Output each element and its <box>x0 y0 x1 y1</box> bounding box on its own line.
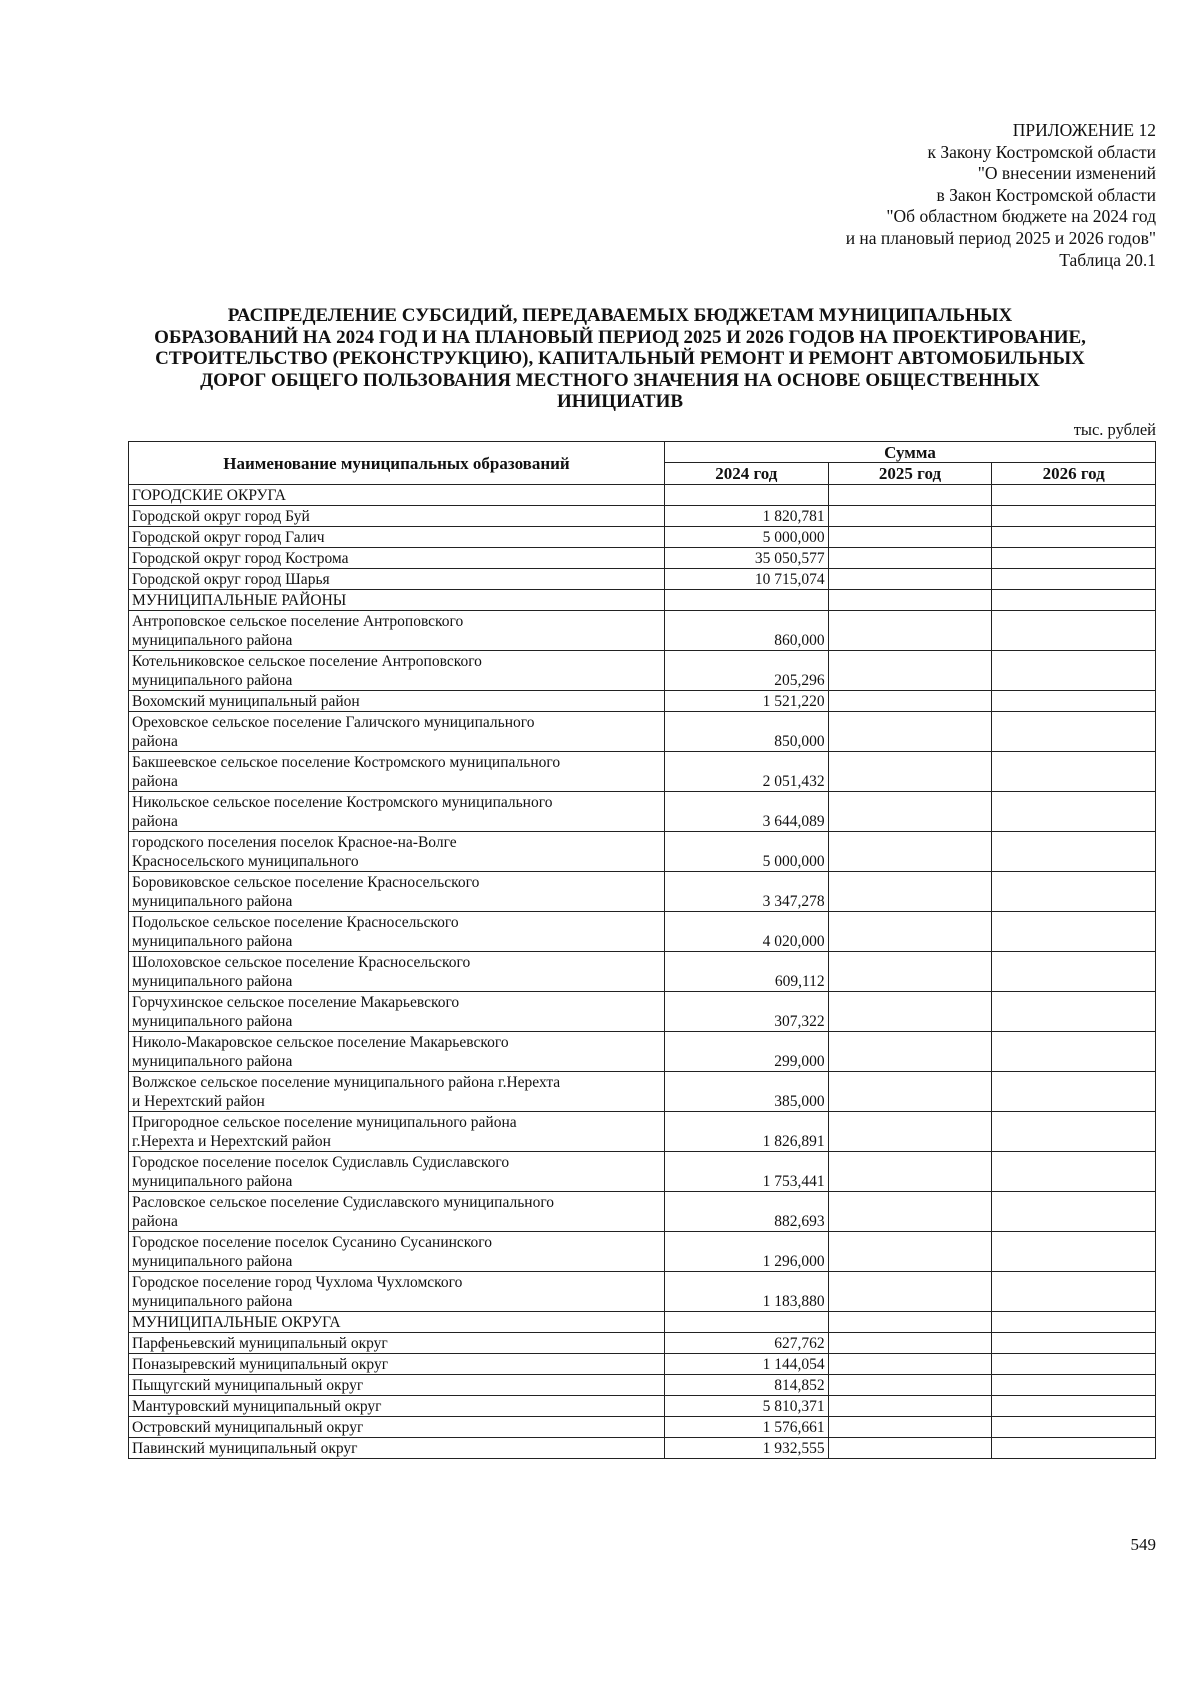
cell-2025-value <box>828 872 992 912</box>
name-line: Городское поселение поселок Судиславль Судиславского <box>132 1154 510 1171</box>
cell-municipality-name <box>129 527 665 548</box>
name-line: муниципального района <box>132 1013 293 1030</box>
cell-2025-value <box>828 527 992 548</box>
cell-municipality-name <box>129 691 665 712</box>
name-line: муниципального района <box>132 1293 293 1310</box>
cell-2025-value <box>828 611 992 651</box>
table-row <box>129 952 1156 992</box>
cell-2026-value <box>992 1312 1156 1333</box>
cell-2024-value <box>665 485 829 506</box>
name-line: Поназыревский муниципальный округ <box>132 1356 389 1373</box>
document-title <box>120 305 1120 413</box>
cell-2026-value <box>992 548 1156 569</box>
appendix-line: и на плановый период 2025 и 2026 годов" <box>845 227 1156 248</box>
cell-2026-value <box>992 506 1156 527</box>
title-line: СТРОИТЕЛЬСТВО (РЕКОНСТРУКЦИЮ), КАПИТАЛЬНЫЙ РЕМОНТ И РЕМОНТ АВТОМОБИЛЬНЫХ <box>155 348 1085 369</box>
name-line: и Нерехтский район <box>132 1093 265 1110</box>
cell-municipality-name <box>129 952 665 992</box>
name-line: Красносельского муниципального <box>132 853 359 870</box>
name-line: МУНИЦИПАЛЬНЫЕ ОКРУГА <box>132 1314 341 1331</box>
cell-2024-value: 1 144,054 <box>665 1354 829 1375</box>
title-line: ИНИЦИАТИВ <box>556 391 684 412</box>
name-line: Никольское сельское поселение Костромского муниципального <box>132 794 553 811</box>
name-line: Волжское сельское поселение муниципального района г.Нерехта <box>132 1074 561 1091</box>
cell-2024-value: 385,000 <box>665 1072 829 1112</box>
cell-2025-value <box>828 1032 992 1072</box>
appendix-header <box>556 120 1156 271</box>
name-line: ГОРОДСКИЕ ОКРУГА <box>132 487 286 504</box>
name-line: муниципального района <box>132 1253 293 1270</box>
cell-municipality-name <box>129 569 665 590</box>
cell-2024-value: 5 000,000 <box>665 832 829 872</box>
cell-2026-value <box>992 1396 1156 1417</box>
name-line: Котельниковское сельское поселение Антроповского <box>132 653 482 670</box>
cell-2024-value: 3 347,278 <box>665 872 829 912</box>
table-row <box>129 1272 1156 1312</box>
cell-2024-value: 10 715,074 <box>665 569 829 590</box>
table-row <box>129 1375 1156 1396</box>
cell-2025-value <box>828 792 992 832</box>
cell-2024-value: 35 050,577 <box>665 548 829 569</box>
table-row <box>129 1232 1156 1272</box>
cell-2025-value <box>828 1417 992 1438</box>
name-line: Пригородное сельское поселение муниципального района <box>132 1114 517 1131</box>
cell-2026-value <box>992 1192 1156 1232</box>
cell-2026-value <box>992 1032 1156 1072</box>
cell-2026-value <box>992 1438 1156 1459</box>
name-line: Городское поселение город Чухлома Чухломского <box>132 1274 463 1291</box>
cell-2024-value: 627,762 <box>665 1333 829 1354</box>
column-header-sum: Сумма <box>665 442 1156 463</box>
cell-municipality-name <box>129 611 665 651</box>
cell-2024-value: 4 020,000 <box>665 912 829 952</box>
cell-2025-value <box>828 1112 992 1152</box>
cell-2024-value: 1 820,781 <box>665 506 829 527</box>
cell-2026-value <box>992 792 1156 832</box>
cell-2025-value <box>828 712 992 752</box>
cell-2026-value <box>992 1375 1156 1396</box>
cell-2025-value <box>828 1072 992 1112</box>
cell-2026-value <box>992 569 1156 590</box>
name-line: Вохомский муниципальный район <box>132 693 360 710</box>
cell-2026-value <box>992 1272 1156 1312</box>
title-line: ОБРАЗОВАНИЙ НА 2024 ГОД И НА ПЛАНОВЫЙ ПЕРИОД 2025 И 2026 ГОДОВ НА ПРОЕКТИРОВАНИЕ, <box>154 326 1086 348</box>
cell-2024-value: 850,000 <box>665 712 829 752</box>
name-line: Городской округ город Буй <box>132 508 310 525</box>
cell-2026-value <box>992 651 1156 691</box>
name-line: муниципального района <box>132 973 293 990</box>
cell-municipality-name <box>129 752 665 792</box>
name-line: Пыщугский муниципальный округ <box>132 1377 364 1394</box>
cell-2025-value <box>828 1333 992 1354</box>
table-row <box>129 611 1156 651</box>
appendix-line: "Об областном бюджете на 2024 год <box>886 206 1156 227</box>
cell-2024-value <box>665 590 829 611</box>
cell-2024-value: 5 000,000 <box>665 527 829 548</box>
cell-2024-value: 205,296 <box>665 651 829 691</box>
cell-2025-value <box>828 1272 992 1312</box>
column-header-2024: 2024 год <box>665 463 829 485</box>
cell-2024-value: 1 826,891 <box>665 1112 829 1152</box>
cell-2025-value <box>828 485 992 506</box>
cell-municipality-name <box>129 1438 665 1459</box>
cell-2025-value <box>828 1152 992 1192</box>
cell-2024-value: 3 644,089 <box>665 792 829 832</box>
table-row <box>129 792 1156 832</box>
cell-municipality-name <box>129 1312 665 1333</box>
cell-2025-value <box>828 590 992 611</box>
name-line: муниципального района <box>132 893 293 910</box>
column-header-2026: 2026 год <box>992 463 1156 485</box>
cell-municipality-name <box>129 1152 665 1192</box>
table-row <box>129 485 1156 506</box>
cell-municipality-name <box>129 1333 665 1354</box>
name-line: Городской округ город Шарья <box>132 571 330 588</box>
cell-2024-value: 5 810,371 <box>665 1396 829 1417</box>
title-line: РАСПРЕДЕЛЕНИЕ СУБСИДИЙ, ПЕРЕДАВАЕМЫХ БЮДЖЕТАМ МУНИЦИПАЛЬНЫХ <box>227 305 1013 326</box>
cell-2026-value <box>992 1072 1156 1112</box>
cell-2024-value: 307,322 <box>665 992 829 1032</box>
table-row <box>129 590 1156 611</box>
name-line: Мантуровский муниципальный округ <box>132 1398 382 1415</box>
name-line: Шолоховское сельское поселение Красносельского <box>132 954 471 971</box>
cell-municipality-name <box>129 1396 665 1417</box>
cell-municipality-name <box>129 912 665 952</box>
cell-municipality-name <box>129 1272 665 1312</box>
page-number: 549 <box>1130 1535 1156 1554</box>
cell-2025-value <box>828 1232 992 1272</box>
name-line: района <box>132 773 178 790</box>
name-line: Бакшеевское сельское поселение Костромского муниципального <box>132 754 561 771</box>
name-line: района <box>132 1213 178 1230</box>
cell-2025-value <box>828 1375 992 1396</box>
table-row <box>129 912 1156 952</box>
cell-2024-value: 1 296,000 <box>665 1232 829 1272</box>
table-row <box>129 1312 1156 1333</box>
name-line: Городское поселение поселок Сусанино Сусанинского <box>132 1234 493 1251</box>
cell-2024-value: 860,000 <box>665 611 829 651</box>
cell-municipality-name <box>129 832 665 872</box>
name-line: Расловское сельское поселение Судиславского муниципального <box>132 1194 555 1211</box>
appendix-line: к Закону Костромской области <box>927 141 1156 162</box>
cell-2026-value <box>992 752 1156 792</box>
cell-2025-value <box>828 992 992 1032</box>
table-row <box>129 1032 1156 1072</box>
cell-2025-value <box>828 691 992 712</box>
name-line: городского поселения поселок Красное-на-Волге <box>132 834 457 851</box>
cell-municipality-name <box>129 1375 665 1396</box>
cell-2024-value: 609,112 <box>665 952 829 992</box>
cell-municipality-name <box>129 1192 665 1232</box>
cell-2026-value <box>992 590 1156 611</box>
cell-municipality-name <box>129 1072 665 1112</box>
cell-municipality-name <box>129 548 665 569</box>
table-row <box>129 527 1156 548</box>
cell-2026-value <box>992 1417 1156 1438</box>
cell-municipality-name <box>129 506 665 527</box>
name-line: района <box>132 733 178 750</box>
cell-2024-value: 1 932,555 <box>665 1438 829 1459</box>
cell-2026-value <box>992 912 1156 952</box>
cell-2026-value <box>992 1152 1156 1192</box>
table-body <box>129 485 1156 1459</box>
name-line: Городской округ город Галич <box>132 529 325 546</box>
name-line: муниципального района <box>132 632 293 649</box>
table-row <box>129 1152 1156 1192</box>
table-row <box>129 1417 1156 1438</box>
table-row <box>129 992 1156 1032</box>
cell-2025-value <box>828 1354 992 1375</box>
cell-municipality-name <box>129 1232 665 1272</box>
cell-2024-value: 1 183,880 <box>665 1272 829 1312</box>
cell-2025-value <box>828 1396 992 1417</box>
cell-2025-value <box>828 832 992 872</box>
cell-2026-value <box>992 611 1156 651</box>
cell-2024-value: 814,852 <box>665 1375 829 1396</box>
cell-2026-value <box>992 527 1156 548</box>
cell-2026-value <box>992 485 1156 506</box>
cell-2026-value <box>992 832 1156 872</box>
cell-2024-value: 1 521,220 <box>665 691 829 712</box>
name-line: Горчухинское сельское поселение Макарьевского <box>132 994 460 1011</box>
name-line: г.Нерехта и Нерехтский район <box>132 1133 331 1150</box>
table-row <box>129 1192 1156 1232</box>
table-row <box>129 752 1156 792</box>
name-line: муниципального района <box>132 1173 293 1190</box>
table-row <box>129 569 1156 590</box>
table-row <box>129 548 1156 569</box>
cell-2025-value <box>828 752 992 792</box>
name-line: Городской округ город Кострома <box>132 550 349 567</box>
cell-2025-value <box>828 548 992 569</box>
table-row <box>129 1072 1156 1112</box>
cell-2024-value: 2 051,432 <box>665 752 829 792</box>
cell-2025-value <box>828 1438 992 1459</box>
name-line: Подольское сельское поселение Красносельского <box>132 914 459 931</box>
cell-2025-value <box>828 912 992 952</box>
cell-2026-value <box>992 872 1156 912</box>
name-line: Павинский муниципальный округ <box>132 1440 358 1457</box>
cell-2024-value: 882,693 <box>665 1192 829 1232</box>
name-line: района <box>132 813 178 830</box>
cell-municipality-name <box>129 872 665 912</box>
appendix-line: ПРИЛОЖЕНИЕ 12 <box>1012 120 1156 140</box>
cell-municipality-name <box>129 590 665 611</box>
title-line: ДОРОГ ОБЩЕГО ПОЛЬЗОВАНИЯ МЕСТНОГО ЗНАЧЕНИЯ НА ОСНОВЕ ОБЩЕСТВЕННЫХ <box>200 369 1040 391</box>
name-line: МУНИЦИПАЛЬНЫЕ РАЙОНЫ <box>132 592 347 609</box>
table-row <box>129 651 1156 691</box>
cell-2025-value <box>828 952 992 992</box>
cell-2026-value <box>992 1112 1156 1152</box>
table-row <box>129 872 1156 912</box>
cell-municipality-name <box>129 1417 665 1438</box>
cell-2026-value <box>992 1232 1156 1272</box>
table-row <box>129 1438 1156 1459</box>
cell-municipality-name <box>129 992 665 1032</box>
table-row <box>129 832 1156 872</box>
cell-2026-value <box>992 691 1156 712</box>
cell-2025-value <box>828 1312 992 1333</box>
table-row <box>129 1354 1156 1375</box>
name-line: Николо-Макаровское сельское поселение Макарьевского <box>132 1034 509 1051</box>
cell-municipality-name <box>129 792 665 832</box>
cell-municipality-name <box>129 485 665 506</box>
unit-label: тыс. рублей <box>1073 420 1156 439</box>
name-line: Антроповское сельское поселение Антроповского <box>132 613 464 630</box>
table-row <box>129 1333 1156 1354</box>
cell-municipality-name <box>129 1032 665 1072</box>
name-line: Боровиковское сельское поселение Красносельского <box>132 874 480 891</box>
column-header-2025: 2025 год <box>828 463 992 485</box>
column-header-name: Наименование муниципальных образований <box>129 442 665 485</box>
table-row <box>129 712 1156 752</box>
name-line: Парфеньевский муниципальный округ <box>132 1335 388 1352</box>
cell-municipality-name <box>129 1112 665 1152</box>
table-row <box>129 1396 1156 1417</box>
cell-municipality-name <box>129 1354 665 1375</box>
appendix-line: в Закон Костромской области <box>936 184 1156 205</box>
cell-municipality-name <box>129 651 665 691</box>
cell-2026-value <box>992 952 1156 992</box>
cell-2025-value <box>828 651 992 691</box>
name-line: муниципального района <box>132 672 293 689</box>
name-line: Островский муниципальный округ <box>132 1419 364 1436</box>
subsidy-table <box>128 441 1156 1459</box>
table-row <box>129 691 1156 712</box>
name-line: муниципального района <box>132 933 293 950</box>
cell-2025-value <box>828 1192 992 1232</box>
cell-2025-value <box>828 506 992 527</box>
cell-2024-value: 299,000 <box>665 1032 829 1072</box>
cell-2025-value <box>828 569 992 590</box>
cell-2024-value: 1 576,661 <box>665 1417 829 1438</box>
cell-2026-value <box>992 992 1156 1032</box>
table-row <box>129 506 1156 527</box>
cell-municipality-name <box>129 712 665 752</box>
cell-2024-value: 1 753,441 <box>665 1152 829 1192</box>
cell-2026-value <box>992 1333 1156 1354</box>
cell-2024-value <box>665 1312 829 1333</box>
appendix-line: Таблица 20.1 <box>1059 249 1156 270</box>
name-line: Ореховское сельское поселение Галичского муниципального <box>132 714 535 731</box>
name-line: муниципального района <box>132 1053 293 1070</box>
appendix-line: "О внесении изменений <box>977 163 1156 184</box>
cell-2026-value <box>992 1354 1156 1375</box>
cell-2026-value <box>992 712 1156 752</box>
table-row <box>129 1112 1156 1152</box>
